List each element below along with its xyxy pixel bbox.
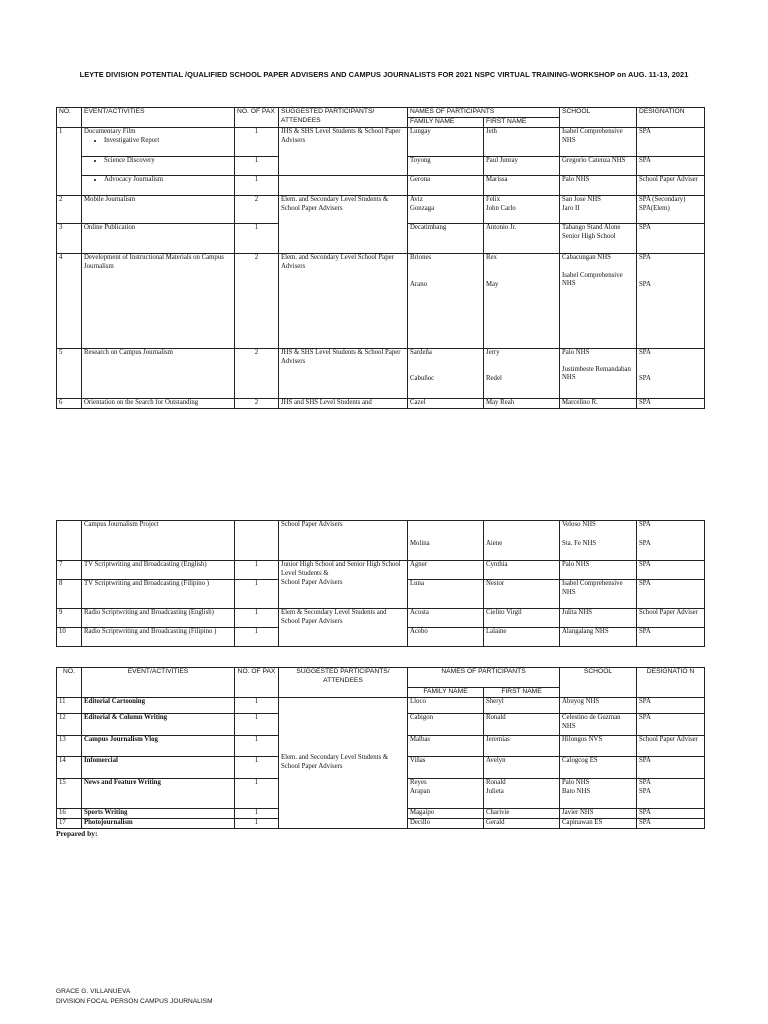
designation-cell: School Paper Adviser [637,609,705,628]
designation-cell: SPA [637,628,705,647]
designation-cell: SPA [637,127,705,156]
row-number: 12 [57,714,82,736]
header-suggested: SUGGESTED PARTICIPANTS/ ATTENDEES [279,108,408,128]
event-cell: Editorial & Column Writing [82,714,235,736]
family-name-cell: Luna [408,580,484,609]
row-number: 3 [57,223,82,253]
signatory-position: DIVISION FOCAL PERSON CAMPUS JOURNALISM [56,997,213,1005]
first-name-cell [484,348,560,398]
event-name: Documentary Film [84,127,136,135]
first-name-cell: Charivie [484,809,560,819]
school-cell: Capinawan ES [560,818,637,828]
event-cell [82,156,235,175]
family-name-cell: Agner [408,561,484,580]
event-cell: Online Publication [82,223,235,253]
table-row [57,609,705,628]
designation-cell [637,521,705,561]
school-cell [560,348,637,398]
first-name-cell [484,253,560,348]
event-cell: Sports Writing [82,809,235,819]
first-name-cell: Felix John Carlo [484,195,560,223]
row-number: 17 [57,818,82,828]
header-suggested: SUGGESTED PARTICIPANTS/ ATTENDEES [279,668,408,698]
sub-event: • Investigative Report [104,137,232,146]
header-first-name: FIRST NAME [484,688,560,698]
pax-cell [235,521,279,561]
designation-cell: SPA SPA [637,779,705,809]
table-row [57,195,705,223]
row-number: 8 [57,580,82,609]
designation: SPA [639,521,651,528]
table-row [57,348,705,398]
event-cell [82,175,235,195]
family-name-cell: Lloco [408,698,484,714]
sub-event: • Science Discovery [104,157,232,166]
first-name: May [486,280,499,288]
pax-cell: 1 [235,736,279,757]
first-name: Redel [486,374,502,382]
event-cell: Campus Journalism Vlog [82,736,235,757]
family-name-cell: Toyong [408,156,484,175]
table-row [57,175,705,195]
row-number: 14 [57,757,82,779]
header-pax: NO. OF PAX [235,668,279,698]
school-cell: Palo NHS [560,561,637,580]
family-name-cell [408,348,484,398]
participants-table-2 [56,520,705,647]
school-cell: Calogcog ES [560,757,637,779]
suggested-cell: School Paper Advisers [279,521,408,561]
first-name-cell: Lalaine [484,628,560,647]
first-name: Aiene [486,540,503,547]
suggested-cell [279,561,408,609]
event-cell: Research on Campus Journalism [82,348,235,398]
family-name-cell: Viñas [408,757,484,779]
family-name: Arano [410,280,427,288]
school-name: Sta. Fe NHS [562,539,597,547]
school-name: Palo NHS [562,348,590,356]
first-name-cell: Ronald [484,714,560,736]
family-name-cell: Cabigon [408,714,484,736]
header-designation: DESIGNATIO N [637,668,705,698]
pax-cell: 1 [235,127,279,156]
event-cell: Photojournalism [82,818,235,828]
first-name: Jerry [486,348,500,356]
row-number: 2 [57,195,82,223]
first-name-cell: Cynthia [484,561,560,580]
family-name-cell: Magaipo [408,809,484,819]
pax-cell: 1 [235,809,279,819]
header-event: EVENT/ACTIVITIES [82,108,235,128]
pax-cell: 1 [235,818,279,828]
pax-cell: 1 [235,156,279,175]
family-name-cell: Acosta [408,609,484,628]
school-cell: Julita NHS [560,609,637,628]
header-names: NAMES OF PARTICIPANTS [408,108,560,118]
pax-cell: 1 [235,175,279,195]
pax-cell: 1 [235,714,279,736]
first-name-cell: Cielito Virgil [484,609,560,628]
pax-cell: 2 [235,348,279,398]
designation: SPA [639,348,651,356]
event-cell: Infomercial [82,757,235,779]
pax-cell: 1 [235,698,279,714]
family-name-cell [408,253,484,348]
suggested-cell: Elem & Secondary Level Students and School Paper Advisers [279,609,408,647]
school-cell: Gregorio Catenza NHS [560,156,637,175]
table-row [57,127,705,156]
first-name-cell: Nestor [484,580,560,609]
designation-cell: School Paper Adviser [637,736,705,757]
family-name: Briones [410,253,432,261]
header-first-name: FIRST NAME [484,118,560,128]
event-cell [82,127,235,156]
first-name-cell: Gerald [484,818,560,828]
row-number: 1 [57,127,82,195]
pax-cell: 2 [235,253,279,348]
header-event: EVENT/ACTIVITIES [82,668,235,698]
event-cell: Editorial Cartooning [82,698,235,714]
family-name-cell: Malbas [408,736,484,757]
family-name: Cabuñoc [410,374,435,382]
suggested-cell: Elem. and Secondary Level School Paper Advisers [279,253,408,348]
event-cell: Campus Journalism Project [82,521,235,561]
suggested-cell: Elem. and Secondary Level Students & School Paper Advisers [279,698,408,829]
designation: SPA [639,539,651,547]
first-name-cell: Paul Junray [484,156,560,175]
school-cell: Javier NHS [560,809,637,819]
pax-cell: 1 [235,223,279,253]
row-number: 11 [57,698,82,714]
pax-cell: 1 [235,628,279,647]
school-cell [560,521,637,561]
designation-cell: SPA [637,561,705,580]
designation-cell: SPA [637,757,705,779]
row-number: 4 [57,253,82,348]
header-school: SCHOOL [560,668,637,698]
designation-cell: SPA [637,818,705,828]
event-cell: News and Feature Writing [82,779,235,809]
row-number: 6 [57,398,82,408]
signatory-name: GRACE G. VILLANUEVA [56,988,131,995]
suggested-cell: JHS and SHS Level Students and [279,398,408,408]
school-cell: Tabango Stand Alone Senior High School [560,223,637,253]
suggested-line: School Paper Advisers [281,578,343,586]
family-name-cell: Reyes Arapan [408,779,484,809]
row-number: 10 [57,628,82,647]
row-number: 7 [57,561,82,580]
row-number: 16 [57,809,82,819]
event-cell: TV Scriptwriting and Broadcasting (English) [82,561,235,580]
designation-cell: SPA [637,809,705,819]
school-cell: Abuyog NHS [560,698,637,714]
event-cell: Mobile Journalism [82,195,235,223]
event-cell: Radio Scriptwriting and Broadcasting (English) [82,609,235,628]
school-cell: Marcelino R. [560,398,637,408]
school-cell: Isabel Comprehensive NHS [560,127,637,156]
school-cell: Isabel Comprehensive NHS [560,580,637,609]
family-name-cell: Acebo [408,628,484,647]
event-cell: Development of Instructional Materials on Campus Journalism [82,253,235,348]
designation-cell: SPA [637,698,705,714]
first-name-cell: Antonio Jr. [484,223,560,253]
event-cell: Radio Scriptwriting and Broadcasting (Filipino ) [82,628,235,647]
pax-cell: 1 [235,779,279,809]
pax-cell: 1 [235,561,279,580]
suggested-cell [279,175,408,195]
pax-cell: 1 [235,609,279,628]
row-number: 15 [57,779,82,809]
family-name-cell: Decillo [408,818,484,828]
table-row [57,561,705,580]
row-number: 13 [57,736,82,757]
designation-cell: SPA [637,714,705,736]
school-cell [560,253,637,348]
school-name: Justimbeste Remandaban NHS [562,365,631,382]
first-name-cell: Ronald Julieta [484,779,560,809]
designation-cell: SPA (Secondary) SPA(Elem) [637,195,705,223]
pax-cell: 2 [235,398,279,408]
suggested-cell: JHS & SHS Level Students & School Paper Advisers [279,127,408,175]
designation-cell [637,348,705,398]
first-name-cell: Marissa [484,175,560,195]
table-row [57,398,705,408]
suggested-line: Junior High School and Senior High School Level Students & [281,561,401,577]
sub-event: • Advocacy Journalism [104,176,232,185]
first-name-cell: May Reah [484,398,560,408]
school-name: Isabel Comprehensive NHS [562,271,623,288]
row-number: 5 [57,348,82,398]
designation-cell: SPA [637,156,705,175]
table-row [57,253,705,348]
first-name-cell: Avelyn [484,757,560,779]
designation: SPA [639,253,651,261]
pax-cell: 1 [235,580,279,609]
participants-table-3 [56,667,705,829]
first-name: Rex [486,253,497,261]
school-cell: Palo NHS [560,175,637,195]
event-cell: TV Scriptwriting and Broadcasting (Filipino ) [82,580,235,609]
designation-cell [637,253,705,348]
school-name: Cabacungan NHS [562,253,611,261]
family-name-cell: Gerona [408,175,484,195]
header-family-name: FAMILY NAME [408,118,484,128]
family-name-cell: Aviz Gonzaga [408,195,484,223]
family-name: Sardeña [410,348,432,356]
suggested-cell: JHS & SHS Level Students & School Paper Advisers [279,348,408,398]
school-cell: San Jose NHS Jaro II [560,195,637,223]
first-name-cell: Jeth [484,127,560,156]
school-cell: Alangalang NHS [560,628,637,647]
pax-cell: 1 [235,757,279,779]
family-name-cell [408,521,484,561]
suggested-cell: Elem. and Secondary Level Students & School Paper Advisers [279,195,408,253]
event-cell: Orientation on the Search for Outstanding [82,398,235,408]
header-school: SCHOOL [560,108,637,128]
header-no: NO. [57,668,82,698]
first-name-cell: Jeremias [484,736,560,757]
participants-table-1 [56,107,705,409]
table-row [57,698,705,714]
designation-cell: SPA [637,223,705,253]
designation-cell: SPA [637,398,705,408]
school-cell: Hilongos NVS [560,736,637,757]
header-designation: DESIGNATION [637,108,705,128]
school-cell: Palo NHS Bato NHS [560,779,637,809]
header-family-name: FAMILY NAME [408,688,484,698]
designation: SPA [639,374,651,382]
family-name: Molina [410,540,430,547]
family-name-cell: Decatimbang [408,223,484,253]
school-cell: Celestino de Guzman NHS [560,714,637,736]
document-title: LEYTE DIVISION POTENTIAL /QUALIFIED SCHOOL PAPER ADVISERS AND CAMPUS JOURNALISTS FOR 2021 NSPC VIRTUAL TRAINING-WORKSHOP on AUG. 11-13, 2021 [79,70,689,79]
prepared-by-label: Prepared by: [56,829,98,838]
first-name-cell: Sheryl [484,698,560,714]
designation: SPA [639,280,651,288]
first-name-cell [484,521,560,561]
header-pax: NO. OF PAX [235,108,279,128]
row-number: 9 [57,609,82,628]
row-number [57,521,82,561]
header-no: NO. [57,108,82,128]
family-name-cell: Lungay [408,127,484,156]
designation-cell: SPA [637,580,705,609]
header-names: NAMES OF PARTICIPANTS [408,668,560,688]
pax-cell: 2 [235,195,279,223]
signatory-block [56,987,213,1006]
family-name-cell: Cazel [408,398,484,408]
school-name: Veloso NHS [562,521,596,528]
table-row [57,521,705,561]
designation-cell: School Paper Adviser [637,175,705,195]
